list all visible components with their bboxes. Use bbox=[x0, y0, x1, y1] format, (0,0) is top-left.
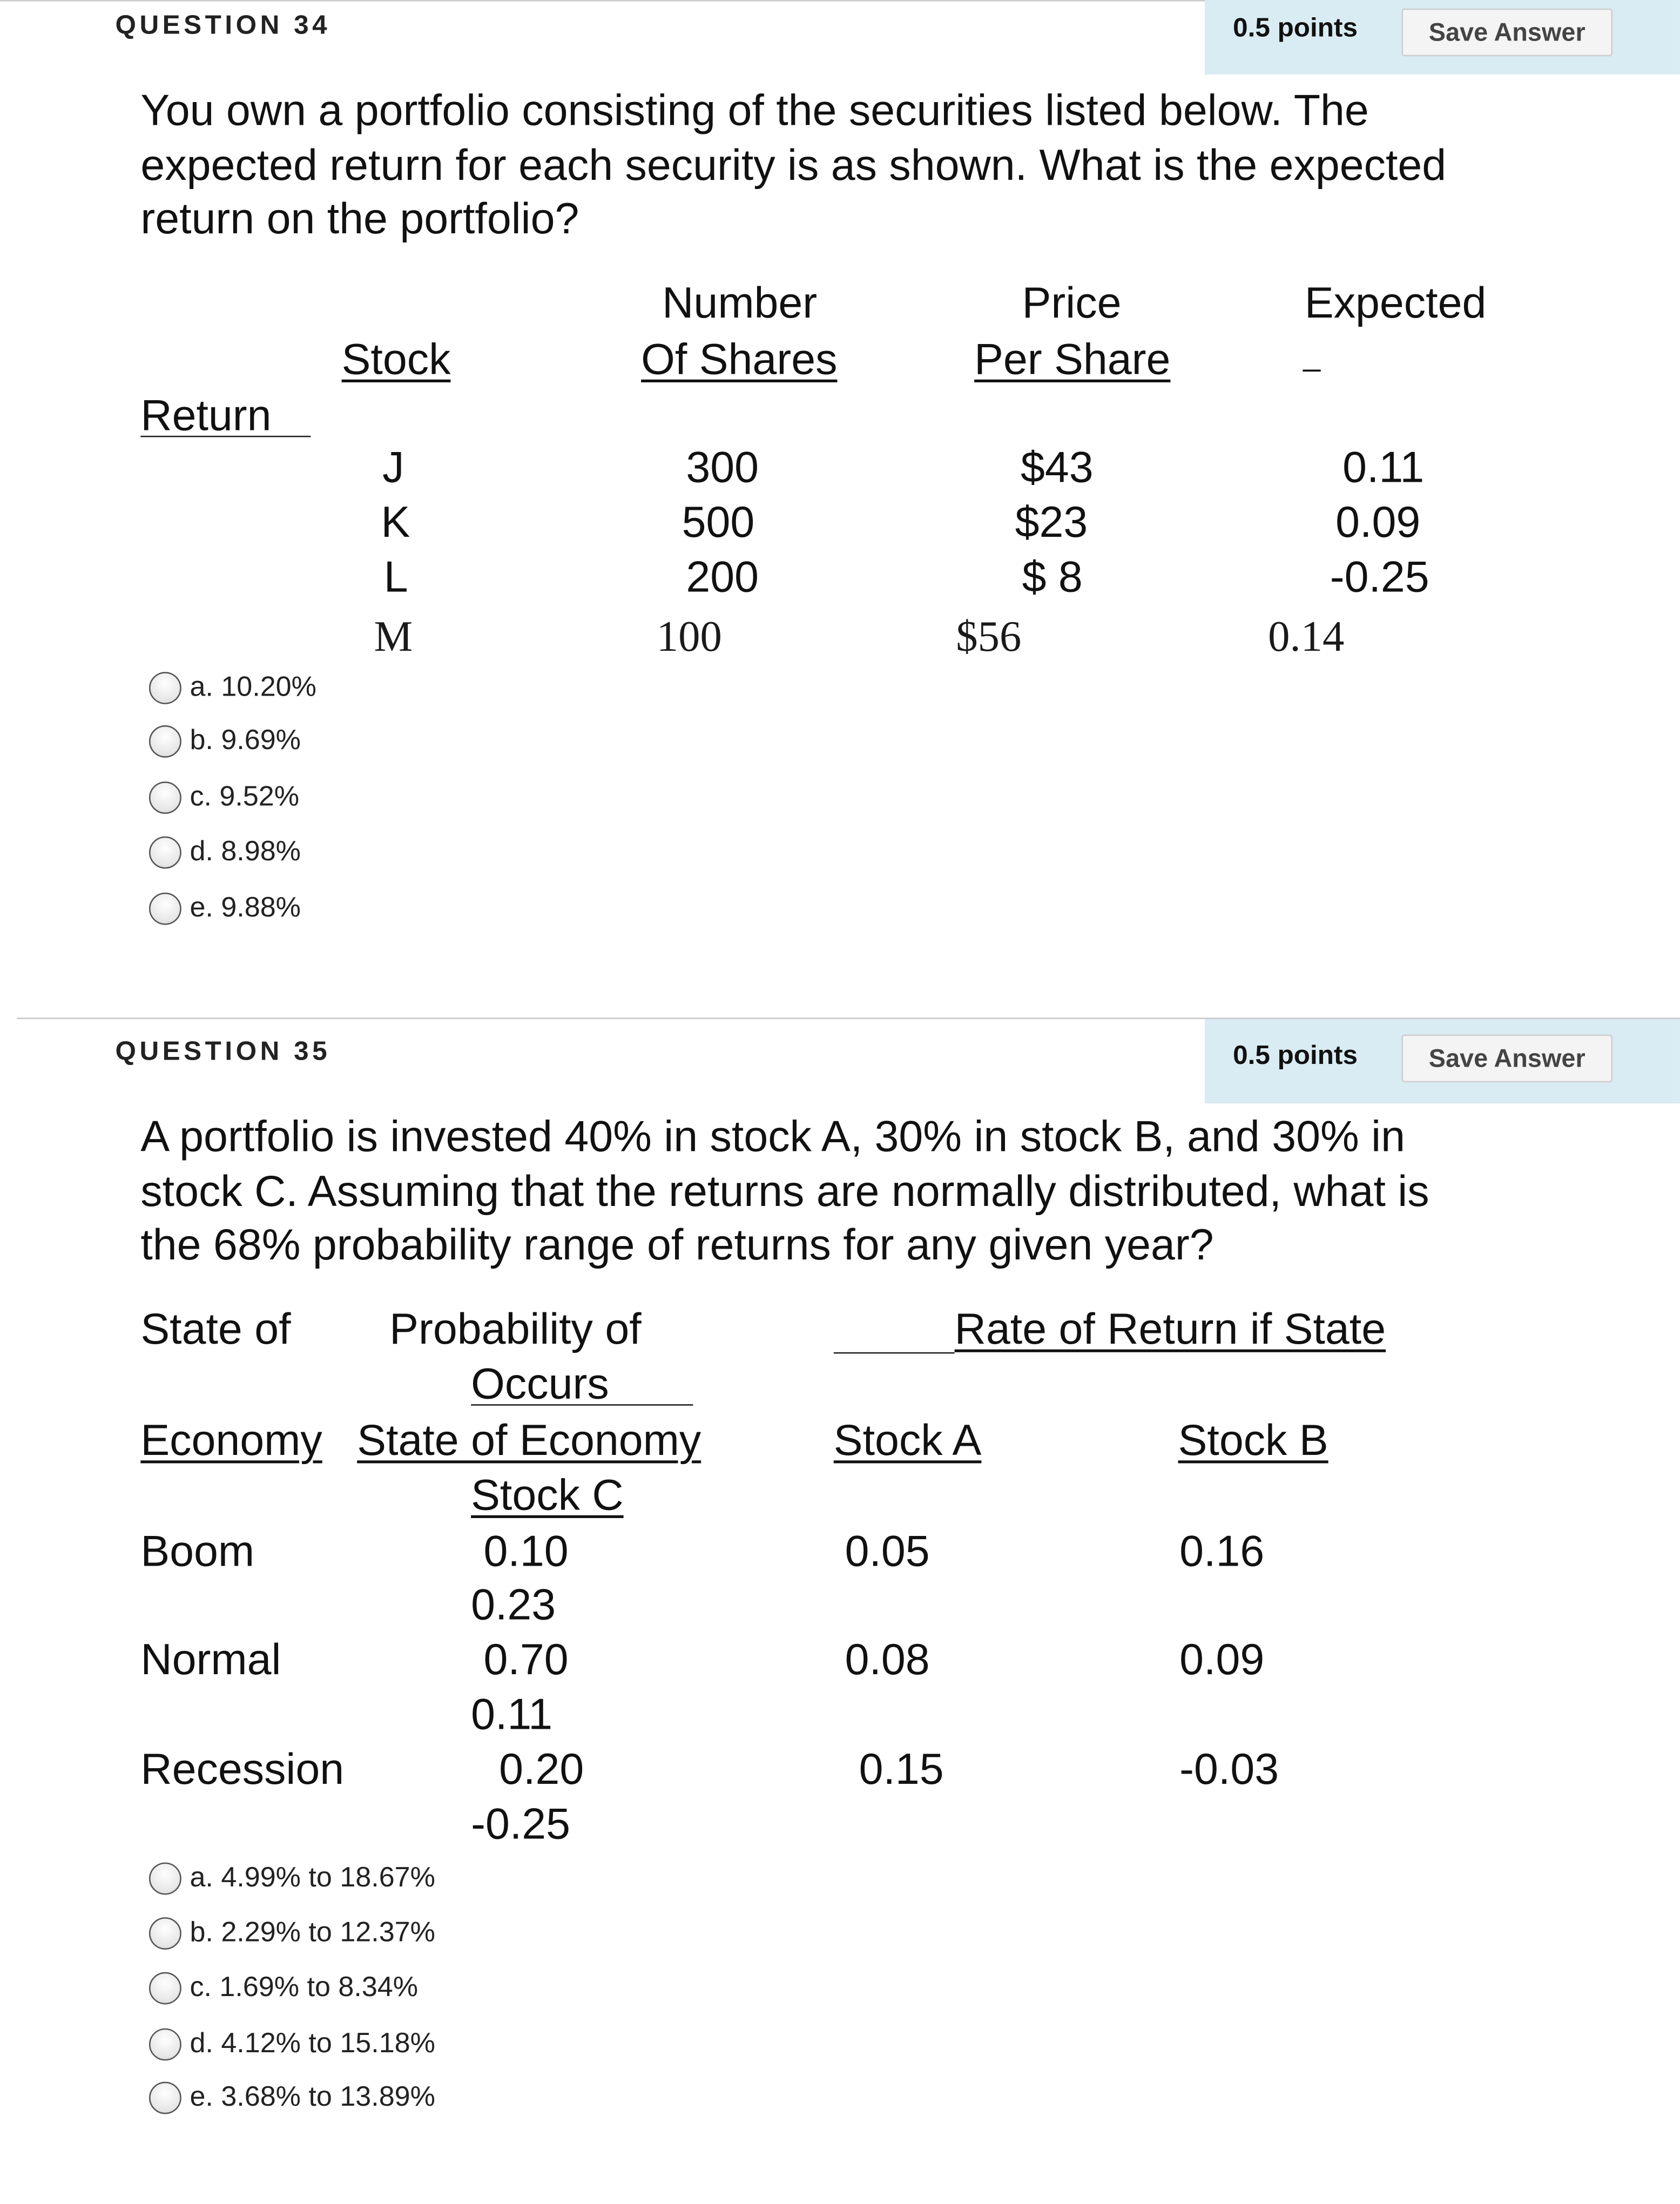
option-label: d. 4.12% to 15.18% bbox=[190, 2028, 435, 2059]
question-35-text bbox=[140, 1110, 1429, 1273]
header-price: Price bbox=[1022, 278, 1122, 328]
question-35-text-line: A portfolio is invested 40% in stock A, 30% in stock B, and 30% in bbox=[140, 1111, 1405, 1161]
stock-a-cell: 0.05 bbox=[845, 1526, 930, 1576]
option-label: b. 2.29% to 12.37% bbox=[190, 1917, 435, 1949]
return-cell: -0.25 bbox=[1330, 552, 1429, 602]
header-stock-c: Stock C bbox=[471, 1470, 624, 1520]
header-stock-a: Stock A bbox=[833, 1415, 982, 1465]
shares-cell: 200 bbox=[686, 552, 759, 602]
stock-b-cell: 0.16 bbox=[1179, 1526, 1265, 1576]
stock-cell: K bbox=[381, 497, 410, 547]
radio-button[interactable] bbox=[149, 837, 181, 869]
radio-button[interactable] bbox=[149, 1863, 181, 1895]
question-35-points-box bbox=[1205, 1019, 1680, 1103]
option-c[interactable] bbox=[149, 781, 299, 814]
option-b[interactable] bbox=[149, 725, 301, 758]
header-return-underline bbox=[140, 436, 311, 437]
radio-button[interactable] bbox=[149, 781, 181, 814]
option-label: c. 1.69% to 8.34% bbox=[190, 1972, 419, 2003]
question-35-text-line: stock C. Assuming that the returns are normally distributed, what is bbox=[140, 1165, 1429, 1216]
header-of-shares: Of Shares bbox=[641, 334, 838, 384]
shares-cell: 300 bbox=[686, 442, 759, 492]
header-per-share: Per Share bbox=[974, 334, 1171, 384]
option-label: b. 9.69% bbox=[190, 725, 301, 757]
shares-cell: 100 bbox=[656, 611, 722, 661]
option-c[interactable] bbox=[149, 1972, 418, 2005]
stock-cell: J bbox=[382, 442, 404, 492]
radio-button[interactable] bbox=[149, 1972, 181, 2005]
radio-button[interactable] bbox=[149, 2082, 181, 2114]
option-label: d. 8.98% bbox=[190, 836, 301, 867]
state-cell: Boom bbox=[140, 1526, 255, 1576]
header-expected-mark: _ bbox=[1303, 337, 1321, 373]
header-expected: Expected bbox=[1304, 278, 1487, 328]
state-cell: Recession bbox=[140, 1744, 345, 1794]
question-34-save-button[interactable]: Save Answer bbox=[1401, 9, 1612, 56]
radio-button[interactable] bbox=[149, 672, 181, 704]
question-35-text-line: the 68% probability range of returns for any given year? bbox=[140, 1220, 1214, 1270]
header-rate-leading-line bbox=[834, 1352, 955, 1354]
option-d[interactable] bbox=[149, 837, 301, 869]
header-state-of: State of bbox=[140, 1304, 291, 1354]
stock-cell: L bbox=[383, 552, 408, 602]
header-probability-of: Probability of bbox=[389, 1304, 642, 1354]
price-cell: $23 bbox=[1015, 497, 1088, 547]
option-a[interactable] bbox=[149, 672, 316, 704]
question-35-save-button[interactable]: Save Answer bbox=[1401, 1035, 1612, 1082]
question-34-text-line: You own a portfolio consisting of the securities listed below. The bbox=[140, 85, 1369, 135]
question-34-points: 0.5 points bbox=[1233, 14, 1358, 44]
probability-cell: 0.20 bbox=[499, 1744, 584, 1794]
stock-c-cell: -0.25 bbox=[471, 1799, 571, 1849]
return-cell: 0.11 bbox=[1342, 442, 1425, 492]
option-d[interactable] bbox=[149, 2028, 435, 2061]
option-b[interactable] bbox=[149, 1917, 435, 1950]
return-cell: 0.14 bbox=[1268, 611, 1345, 661]
question-34-heading: QUESTION 34 bbox=[115, 11, 331, 41]
stock-b-cell: 0.09 bbox=[1179, 1634, 1265, 1684]
question-34-text bbox=[140, 84, 1446, 247]
question-35-points: 0.5 points bbox=[1233, 1041, 1358, 1071]
option-label: e. 3.68% to 13.89% bbox=[190, 2081, 435, 2113]
option-label: a. 4.99% to 18.67% bbox=[190, 1862, 435, 1893]
stock-cell: M bbox=[374, 611, 413, 661]
option-label: a. 10.20% bbox=[190, 672, 316, 703]
probability-cell: 0.70 bbox=[483, 1634, 569, 1684]
price-cell: $ 8 bbox=[1022, 552, 1083, 602]
header-stock: Stock bbox=[341, 334, 451, 384]
price-cell: $43 bbox=[1020, 442, 1094, 492]
stock-a-cell: 0.08 bbox=[845, 1634, 930, 1684]
radio-button[interactable] bbox=[149, 2028, 181, 2061]
stock-a-cell: 0.15 bbox=[859, 1744, 944, 1794]
option-e[interactable] bbox=[149, 2082, 435, 2114]
option-a[interactable] bbox=[149, 1863, 435, 1895]
question-35-heading: QUESTION 35 bbox=[115, 1037, 331, 1067]
option-label: e. 9.88% bbox=[190, 892, 301, 924]
header-stock-b: Stock B bbox=[1178, 1415, 1328, 1465]
header-state-of-economy: State of Economy bbox=[357, 1415, 701, 1465]
radio-button[interactable] bbox=[149, 1917, 181, 1950]
header-rate-of-return: Rate of Return if State bbox=[954, 1304, 1386, 1354]
return-cell: 0.09 bbox=[1335, 497, 1421, 547]
header-occurs: Occurs bbox=[471, 1359, 609, 1408]
option-e[interactable] bbox=[149, 893, 301, 925]
header-number: Number bbox=[662, 278, 818, 328]
stock-c-cell: 0.23 bbox=[471, 1580, 556, 1629]
radio-button[interactable] bbox=[149, 725, 181, 758]
stock-b-cell: -0.03 bbox=[1179, 1744, 1279, 1794]
radio-button[interactable] bbox=[149, 893, 181, 925]
state-cell: Normal bbox=[140, 1634, 281, 1684]
header-economy: Economy bbox=[140, 1415, 322, 1465]
stock-c-cell: 0.11 bbox=[471, 1689, 553, 1739]
question-34-points-box bbox=[1205, 0, 1680, 75]
probability-cell: 0.10 bbox=[483, 1526, 569, 1576]
header-occurs-underline bbox=[471, 1404, 693, 1406]
shares-cell: 500 bbox=[682, 497, 755, 547]
header-return: Return bbox=[140, 390, 272, 440]
question-34-text-line: return on the portfolio? bbox=[140, 194, 579, 244]
price-cell: $56 bbox=[956, 611, 1022, 661]
question-34-text-line: expected return for each security is as shown. What is the expected bbox=[140, 139, 1447, 190]
option-label: c. 9.52% bbox=[190, 781, 300, 813]
